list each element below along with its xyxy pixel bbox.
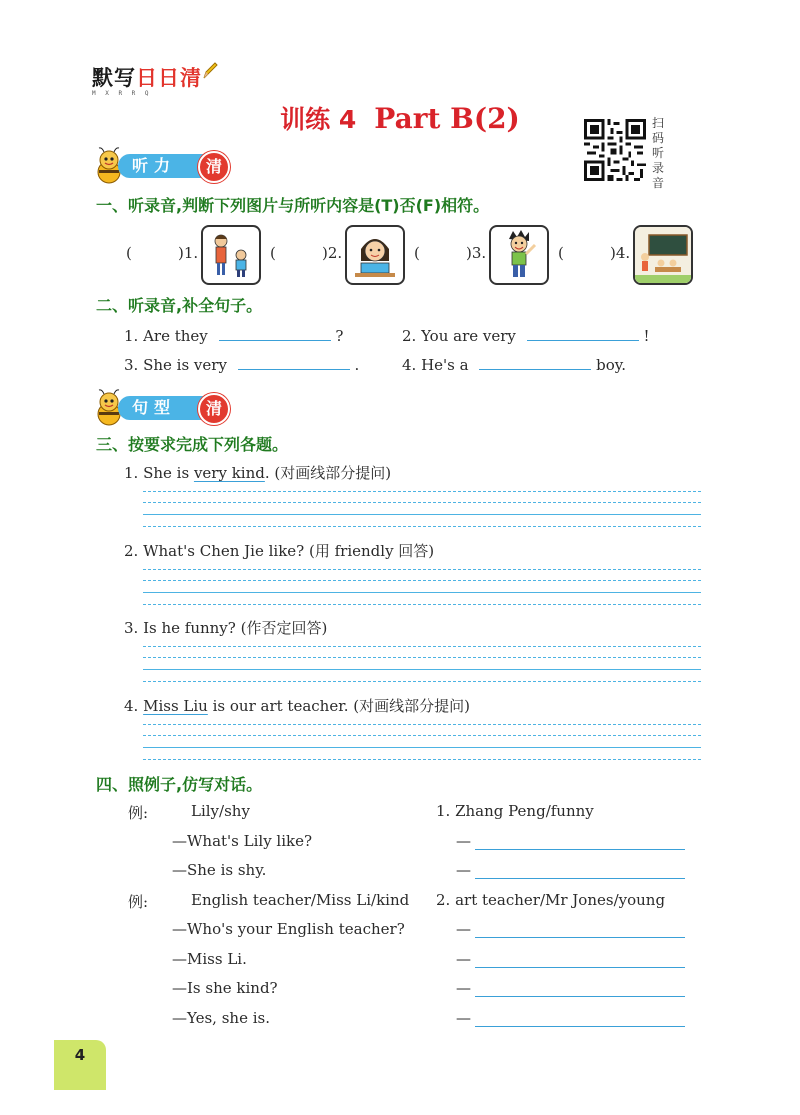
- s2-item-4-blank[interactable]: [479, 355, 591, 370]
- s2-item-4-end: boy.: [596, 356, 627, 374]
- s4-example-1-cue: Lily/shy: [191, 802, 250, 820]
- s1-item-1-paren: (: [126, 244, 132, 262]
- pattern-mark: 清: [198, 393, 230, 425]
- s1-item-3-paren: (: [414, 244, 420, 262]
- s2-item-3-end: .: [354, 356, 360, 374]
- picture-2: [345, 225, 405, 285]
- brand-sub: M X R R Q: [92, 90, 152, 97]
- s2-item-3-blank[interactable]: [238, 355, 350, 370]
- s1-item-1-num[interactable]: )1.: [178, 244, 199, 262]
- s2-item-1-text: 1. Are they: [124, 327, 208, 345]
- s1-item-3-num[interactable]: )3.: [466, 244, 487, 262]
- s4-dash: —: [456, 950, 471, 968]
- listening-mark: 清: [198, 151, 230, 183]
- s3-item-4-pre: 4.: [124, 697, 144, 715]
- section-3-heading: 三、按要求完成下列各题。: [96, 435, 289, 454]
- answer-line[interactable]: [143, 747, 701, 748]
- answer-line[interactable]: [143, 604, 701, 605]
- answer-line[interactable]: [143, 580, 701, 581]
- section-4-heading: 四、照例子,仿写对话。: [96, 775, 263, 794]
- s1-item-4-num[interactable]: )4.: [610, 244, 631, 262]
- answer-line[interactable]: [143, 681, 701, 682]
- s3-item-1-underlined: very kind: [193, 464, 265, 482]
- pencil-icon: [202, 62, 218, 80]
- listening-label: 听力: [118, 154, 206, 178]
- s2-item-3: [124, 355, 359, 374]
- brand-name-2: 日日清: [136, 66, 202, 90]
- answer-line[interactable]: [143, 657, 701, 658]
- answer-line[interactable]: [143, 526, 701, 527]
- answer-line[interactable]: [143, 759, 701, 760]
- s1-item-2-num[interactable]: )2.: [322, 244, 343, 262]
- pattern-badge: [94, 394, 234, 422]
- section-2-heading: 二、听录音,补全句子。: [96, 296, 263, 315]
- s2-item-4: [402, 355, 626, 374]
- answer-line[interactable]: [475, 967, 685, 968]
- girl-reading-picture-icon: [347, 227, 403, 283]
- answer-line[interactable]: [143, 592, 701, 593]
- s4-dash: —: [456, 861, 471, 879]
- s2-item-1-blank[interactable]: [219, 326, 331, 341]
- answer-line[interactable]: [475, 996, 685, 997]
- pattern-label: 句型: [118, 396, 206, 420]
- classroom-picture-icon: [635, 227, 691, 283]
- s1-item-4-paren: (: [558, 244, 564, 262]
- s3-item-1-post: . (对画线部分提问): [264, 464, 392, 482]
- s4-example-2-label: 例:: [128, 893, 149, 911]
- answer-line[interactable]: [143, 724, 701, 725]
- s4-task-1: 1. Zhang Peng/funny: [436, 802, 594, 820]
- answer-line[interactable]: [475, 849, 685, 850]
- answer-line[interactable]: [143, 669, 701, 670]
- s4-dash: —: [456, 979, 471, 997]
- s4-example-2-line-4: —Yes, she is.: [172, 1009, 270, 1027]
- s4-example-2-line-2: —Miss Li.: [172, 950, 247, 968]
- s3-item-1-pre: 1. She is: [124, 464, 194, 482]
- s2-item-3-text: 3. She is very: [124, 356, 227, 374]
- answer-line[interactable]: [143, 514, 701, 515]
- qr-code-icon[interactable]: [584, 119, 646, 181]
- s4-dash: —: [456, 832, 471, 850]
- s4-example-1-label: 例:: [128, 804, 149, 822]
- s3-item-4-post: is our art teacher. (对画线部分提问): [207, 697, 470, 715]
- s2-item-2-text: 2. You are very: [402, 327, 516, 345]
- s3-item-1: [124, 462, 391, 483]
- s4-example-2-line-3: —Is she kind?: [172, 979, 278, 997]
- s2-item-4-text: 4. He's a: [402, 356, 469, 374]
- s4-example-1-line-2: —She is shy.: [172, 861, 267, 879]
- picture-4: [633, 225, 693, 285]
- s3-item-2: 2. What's Chen Jie like? (用 friendly 回答): [124, 542, 435, 560]
- answer-line[interactable]: [143, 569, 701, 570]
- s2-item-2: [402, 326, 650, 345]
- answer-line[interactable]: [475, 878, 685, 879]
- s4-example-1-line-1: —What's Lily like?: [172, 832, 313, 850]
- s4-example-2-line-1: —Who's your English teacher?: [172, 920, 405, 938]
- boy-waving-picture-icon: [491, 227, 547, 283]
- s3-item-4: [124, 695, 470, 716]
- brand-logo: [92, 62, 202, 97]
- answer-line[interactable]: [143, 491, 701, 492]
- section-1-heading: 一、听录音,判断下列图片与所听内容是(T)否(F)相符。: [96, 196, 490, 215]
- answer-line[interactable]: [475, 937, 685, 938]
- s2-item-1-end: ?: [335, 327, 344, 345]
- s3-item-3: 3. Is he funny? (作否定回答): [124, 619, 328, 637]
- qr-label: 扫码听录音: [652, 116, 665, 190]
- title-en: Part B(2): [374, 102, 520, 135]
- listening-badge: [94, 152, 234, 180]
- answer-line[interactable]: [143, 735, 701, 736]
- s2-item-2-end: !: [643, 327, 650, 345]
- s4-dash: —: [456, 1009, 471, 1027]
- answer-line[interactable]: [143, 502, 701, 503]
- s4-task-2: 2. art teacher/Mr Jones/young: [436, 891, 666, 909]
- answer-line[interactable]: [143, 646, 701, 647]
- s3-item-4-underlined: Miss Liu: [143, 697, 208, 715]
- brand-name-1: 默写: [92, 66, 136, 90]
- page-number: 4: [54, 1040, 106, 1090]
- picture-1: [201, 225, 261, 285]
- s1-item-2-paren: (: [270, 244, 276, 262]
- picture-3: [489, 225, 549, 285]
- s4-dash: —: [456, 920, 471, 938]
- page-title: [0, 100, 800, 136]
- s2-item-2-blank[interactable]: [527, 326, 639, 341]
- teacher-boy-picture-icon: [203, 227, 259, 283]
- s4-example-2-cue: English teacher/Miss Li/kind: [191, 891, 410, 909]
- s2-item-1: [124, 326, 343, 345]
- title-cn: 训练 4: [280, 105, 357, 134]
- answer-line[interactable]: [475, 1026, 685, 1027]
